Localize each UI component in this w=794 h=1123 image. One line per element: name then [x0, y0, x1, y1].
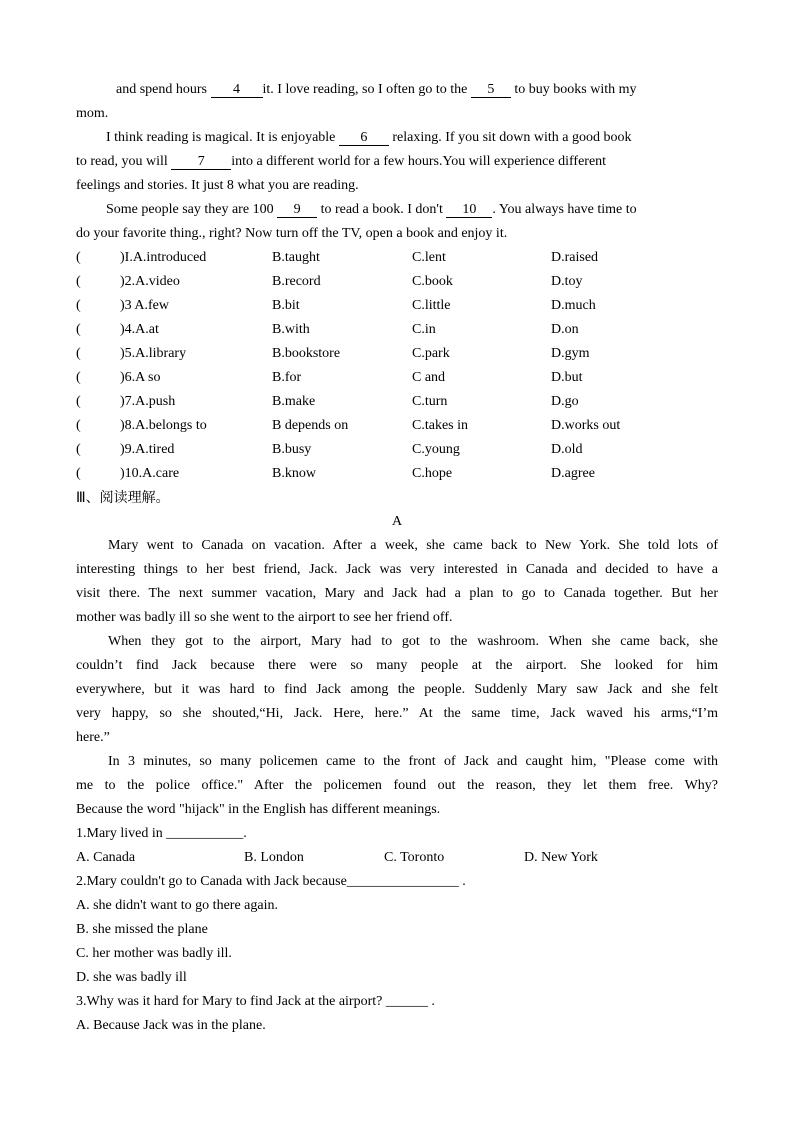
- cloze-line: Some people say they are 100 9 to read a book. I don't 10 . You always have time to: [106, 202, 637, 217]
- reading-option: D. she was badly ill: [76, 970, 187, 985]
- question-row: ( )7.A.push B.make C.turn D.go: [76, 394, 579, 409]
- reading-option: C. her mother was badly ill.: [76, 946, 232, 961]
- question-row: ( )3 A.few B.bit C.little D.much: [76, 298, 596, 313]
- question-row: ( )8.A.belongs to B depends on C.takes in D.works out: [76, 418, 621, 433]
- passage-line: couldn’t find Jack because there were so many people at the airport. She looked for him: [76, 658, 718, 673]
- passage-line: Mary went to Canada on vacation. After a week, she came back to New York. She told lots of: [108, 538, 718, 553]
- cloze-line: I think reading is magical. It is enjoyable 6 relaxing. If you sit down with a good book: [106, 130, 632, 145]
- passage-line: Because the word "hijack" in the English has different meanings.: [76, 802, 441, 817]
- passage-line: here.”: [76, 730, 110, 745]
- question-row: ( )10.A.care B.know C.hope D.agree: [76, 466, 595, 481]
- reading-option: B. she missed the plane: [76, 922, 208, 937]
- passage-line: interesting things to her best friend, Jack. Jack was very interested in Canada and decided to have a: [76, 562, 718, 577]
- blank-9: 9: [277, 203, 317, 218]
- passage-line: mother was badly ill so she went to the airport to see her friend off.: [76, 610, 453, 625]
- blank-7: 7: [171, 155, 231, 170]
- reading-question: 1.Mary lived in ___________.: [76, 826, 247, 841]
- passage-line: me to the police office." After the policemen found out the reason, they let them free. Why?: [76, 778, 718, 793]
- passage-line: visit there. The next summer vacation, Mary and Jack had a plan to go to Canada together. But her: [76, 586, 718, 601]
- blank-5: 5: [471, 83, 511, 98]
- reading-option: A. she didn't want to go there again.: [76, 898, 278, 913]
- question-row: ( )5.A.library B.bookstore C.park D.gym: [76, 346, 590, 361]
- cloze-line: do your favorite thing., right? Now turn off the TV, open a book and enjoy it.: [76, 226, 508, 241]
- passage-line: In 3 minutes, so many policemen came to the front of Jack and caught him, "Please come with: [108, 754, 718, 769]
- reading-option: A. Because Jack was in the plane.: [76, 1018, 266, 1033]
- cloze-line: to read, you will 7 into a different world for a few hours.You will experience different: [76, 154, 607, 169]
- reading-question: 2.Mary couldn't go to Canada with Jack because________________ .: [76, 874, 466, 889]
- question-row: ( )2.A.video B.record C.book D.toy: [76, 274, 583, 289]
- question-row: ( )4.A.at B.with C.in D.on: [76, 322, 579, 337]
- cloze-line: mom.: [76, 106, 109, 121]
- blank-4: 4: [211, 83, 263, 98]
- question-row: ( )6.A so B.for C and D.but: [76, 370, 583, 385]
- reading-question: 3.Why was it hard for Mary to find Jack at the airport? ______ .: [76, 994, 435, 1009]
- passage-label: A: [391, 514, 403, 529]
- passage-line: When they got to the airport, Mary had to got to the washroom. When she came back, she: [108, 634, 718, 649]
- question-row: ( )9.A.tired B.busy C.young D.old: [76, 442, 583, 457]
- passage-line: everywhere, but it was hard to find Jack among the people. Suddenly Mary saw Jack and she felt: [76, 682, 718, 697]
- passage-line: very happy, so she shouted,“Hi, Jack. Here, here.” At the same time, Jack waved his arms,“I’m: [76, 706, 718, 721]
- cloze-line: and spend hours 4 it. I love reading, so I often go to the 5 to buy books with my: [116, 82, 637, 97]
- cloze-line: feelings and stories. It just 8 what you are reading.: [76, 178, 359, 193]
- section-heading: Ⅲ、阅读理解。: [76, 490, 170, 506]
- question-row: ( )I.A.introduced B.taught C.lent D.raised: [76, 250, 599, 265]
- blank-10: 10: [446, 203, 492, 218]
- reading-options: A. Canada B. London C. Toronto D. New York: [76, 850, 598, 865]
- blank-6: 6: [339, 131, 389, 146]
